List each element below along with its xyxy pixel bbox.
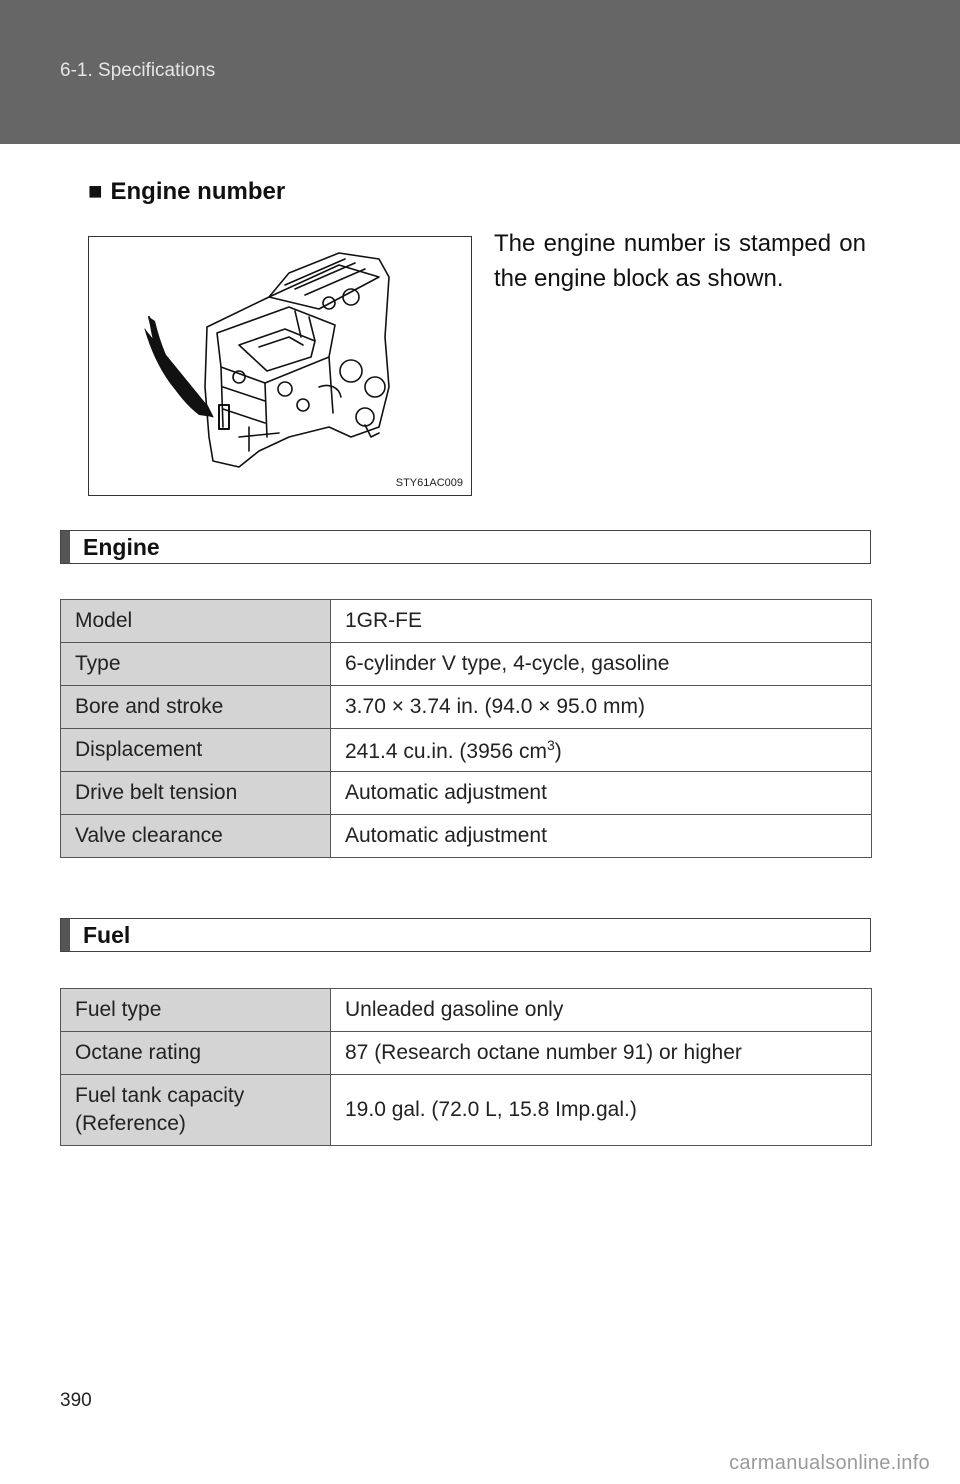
figure-caption: STY61AC009	[395, 477, 463, 489]
spec-value: Automatic adjustment	[331, 815, 872, 858]
fuel-section-heading: Fuel	[83, 922, 131, 948]
engine-number-heading	[88, 178, 285, 206]
displacement-value: 241.4 cu.in. (3956 cm	[345, 739, 547, 763]
spec-label: Octane rating	[61, 1032, 331, 1075]
engine-illustration-icon	[89, 237, 473, 497]
superscript: 3	[546, 736, 555, 753]
spec-label-line2: (Reference)	[75, 1112, 186, 1135]
spec-value: Automatic adjustment	[331, 772, 872, 815]
table-row	[61, 643, 872, 686]
engine-spec-table	[60, 599, 872, 858]
square-bullet-icon: ■	[88, 178, 103, 205]
table-row	[61, 989, 872, 1032]
closing-paren: )	[554, 739, 562, 763]
spec-value: 6-cylinder V type, 4-cycle, gasoline	[331, 643, 872, 686]
breadcrumb: 6-1. Specifications	[60, 60, 216, 81]
engine-section-heading: Engine	[83, 534, 160, 560]
spec-label: Fuel type	[61, 989, 331, 1032]
watermark: carmanualsonline.info	[729, 1452, 930, 1474]
table-row	[61, 600, 872, 643]
fuel-section-bar	[60, 918, 871, 952]
engine-number-title: Engine number	[110, 178, 286, 205]
spec-label: Type	[61, 643, 331, 686]
spec-value	[331, 729, 872, 772]
spec-label: Bore and stroke	[61, 686, 331, 729]
page-header	[0, 0, 960, 144]
spec-label-line1: Fuel tank capacity	[75, 1084, 245, 1107]
engine-number-description: The engine number is stamped on the engine block as shown.	[494, 230, 866, 292]
fuel-spec-table	[60, 988, 872, 1146]
spec-value: 1GR-FE	[331, 600, 872, 643]
spec-label	[61, 1075, 331, 1146]
spec-label: Drive belt tension	[61, 772, 331, 815]
table-row	[61, 772, 872, 815]
table-row	[61, 686, 872, 729]
engine-section-bar	[60, 530, 871, 564]
spec-value: Unleaded gasoline only	[331, 989, 872, 1032]
table-row	[61, 815, 872, 858]
spec-label: Displacement	[61, 729, 331, 772]
engine-figure	[88, 236, 472, 496]
spec-label: Model	[61, 600, 331, 643]
page-number: 390	[60, 1390, 92, 1411]
spec-label: Valve clearance	[61, 815, 331, 858]
spec-value: 3.70 × 3.74 in. (94.0 × 95.0 mm)	[331, 686, 872, 729]
table-row	[61, 729, 872, 772]
table-row	[61, 1032, 872, 1075]
table-row	[61, 1075, 872, 1146]
spec-value: 87 (Research octane number 91) or higher	[331, 1032, 872, 1075]
spec-value: 19.0 gal. (72.0 L, 15.8 Imp.gal.)	[331, 1075, 872, 1146]
